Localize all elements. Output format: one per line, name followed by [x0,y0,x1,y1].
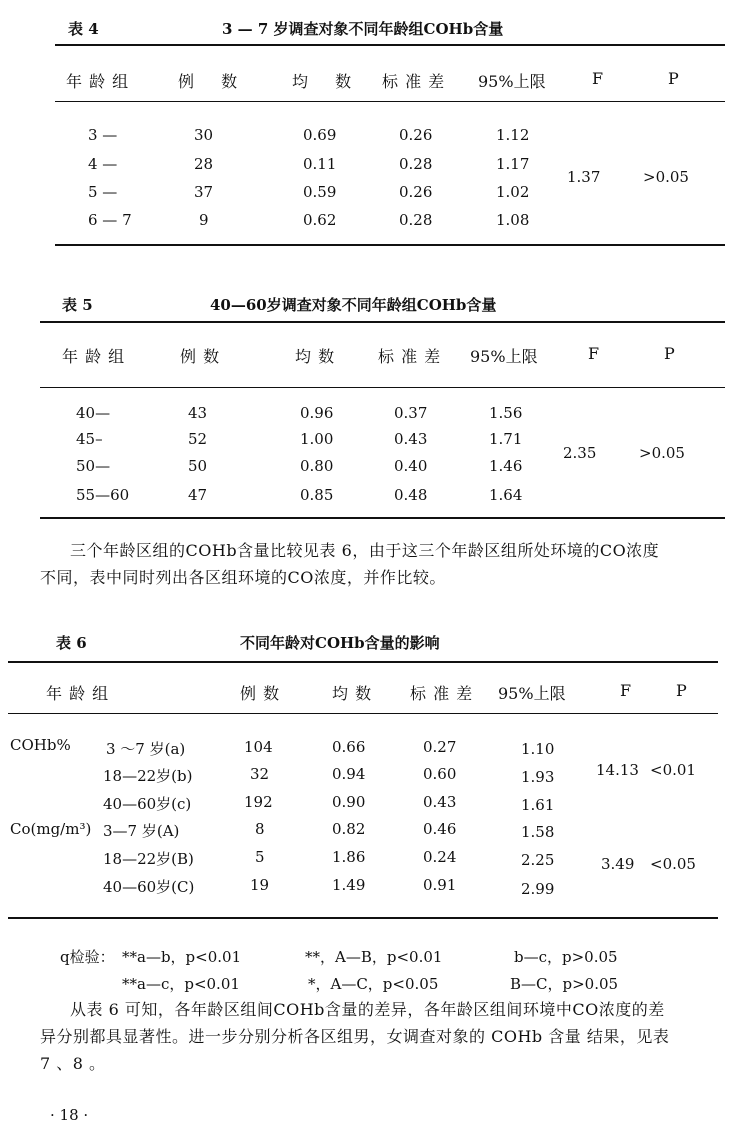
table-cell: 2.25 [521,851,555,869]
table6-top-rule [8,661,718,663]
table4-label: 表 4 [68,20,99,38]
table6-group2-f-value: 3.49 [601,855,635,873]
table-cell: 0.60 [423,765,457,783]
table5-header-upper: 95%上限 [470,347,538,366]
table-cell: 0.62 [303,211,337,229]
table-cell: 50 [188,457,208,475]
table5-header-sd: 标 准 差 [378,347,442,366]
paragraph-line: 7 、8 。 [40,1054,106,1073]
table6-header-upper: 95%上限 [498,684,566,703]
table-cell: 0.26 [399,126,433,144]
table-cell: 40— [76,404,111,422]
table-cell: 6 — 7 [88,211,132,229]
table-cell: 32 [250,765,270,783]
table4-header-upper: 95%上限 [478,72,546,91]
table-cell: 1.71 [489,430,523,448]
paragraph-line: 异分别都具显著性。进一步分别分析各区组男，女调查对象的 COHb 含量 结果，见表 [40,1027,670,1046]
table-cell: 0.82 [332,820,366,838]
table4-f-value: 1.37 [567,168,601,186]
table-cell: 8 [255,820,265,838]
table4-bottom-rule [55,244,725,246]
table6-header-n: 例 数 [240,684,281,703]
table6-header-rule [8,713,718,714]
body-paragraph-1 [40,537,735,591]
table-cell: 0.24 [423,848,457,866]
table-cell: 1.00 [300,430,334,448]
table-cell: 50— [76,457,111,475]
qtest-note: b—c，p>0.05 [514,948,618,966]
table6-group1-p-value: <0.01 [650,761,696,779]
table5-header-p: P [664,344,676,363]
table-cell: 28 [194,155,214,173]
table-cell: 1.08 [496,211,530,229]
table-cell: 1.86 [332,848,366,866]
table6-label: 表 6 [56,634,87,652]
table-cell: 19 [250,876,270,894]
table-cell: 1.49 [332,876,366,894]
table-cell: 0.11 [303,155,337,173]
table5-top-rule [40,321,725,323]
table4-top-rule [55,44,725,46]
table-cell: 0.37 [394,404,428,422]
table5-title: 40—60岁调查对象不同年龄组COHb含量 [210,296,497,314]
table-cell: 0.48 [394,486,428,504]
table6-header-age: 年 龄 组 [46,684,110,703]
table-cell: 18—22岁(b) [103,767,193,785]
table-cell: 1.02 [496,183,530,201]
table5-header-mean: 均 数 [295,347,336,366]
table4-header-p: P [668,69,680,88]
table-cell: 3 — [88,126,118,144]
qtest-note: **a—b，p<0.01 [122,948,242,966]
table-cell: 0.80 [300,457,334,475]
table-cell: 47 [188,486,208,504]
table-cell: 1.56 [489,404,523,422]
table-cell: 40—60岁(c) [103,795,192,813]
table-cell: 4 — [88,155,118,173]
page-number: · 18 · [50,1106,89,1124]
table4-header-mean: 均 数 [292,72,353,91]
table5-header-f: F [588,344,601,363]
table-cell: 1.64 [489,486,523,504]
table-cell: 0.43 [423,793,457,811]
table-cell: 1.10 [521,740,555,758]
qtest-note: *，A—C，p<0.05 [308,975,439,993]
table6-group-label-co: Co(mg/m³) [10,820,92,838]
table6-group-label-cohb: COHb% [10,736,71,754]
table-cell: 3 ～7 岁(a) [106,740,186,758]
table-cell: 0.28 [399,155,433,173]
table-cell: 1.58 [521,823,555,841]
table-cell: 5 [255,848,265,866]
qtest-note: **a—c，p<0.01 [122,975,240,993]
table-cell: 1.17 [496,155,530,173]
table-cell: 104 [244,738,273,756]
table-cell: 40—60岁(C) [103,878,195,896]
table-cell: 0.26 [399,183,433,201]
table-cell: 18—22岁(B) [103,850,194,868]
table-cell: 0.94 [332,765,366,783]
table4-header-sd: 标 准 差 [382,72,446,91]
table-cell: 2.99 [521,880,555,898]
table4-header-age: 年 龄 组 [66,72,130,91]
qtest-note: **，A—B，p<0.01 [305,948,443,966]
table-cell: 1.12 [496,126,530,144]
table5-p-value: >0.05 [639,444,685,462]
table6-header-mean: 均 数 [332,684,373,703]
table6-header-f: F [620,681,633,700]
table-cell: 0.66 [332,738,366,756]
table-cell: 0.28 [399,211,433,229]
table5-label: 表 5 [62,296,93,314]
table-cell: 37 [194,183,214,201]
table4-header-n: 例 数 [178,72,239,91]
table-cell: 192 [244,793,273,811]
table-cell: 1.61 [521,796,555,814]
table-cell: 0.91 [423,876,457,894]
table-cell: 30 [194,126,214,144]
table-cell: 0.90 [332,793,366,811]
table6-header-p: P [676,681,688,700]
qtest-label: q检验： [60,948,115,966]
table-cell: 5 — [88,183,118,201]
table4-p-value: >0.05 [643,168,689,186]
table4-header-rule [55,101,725,102]
table-cell: 52 [188,430,208,448]
table-cell: 0.59 [303,183,337,201]
paragraph-line: 不同，表中同时列出各区组环境的CO浓度，并作比较。 [40,568,446,587]
table6-bottom-rule [8,917,718,919]
paragraph-line: 从表 6 可知，各年龄区组间COHb含量的差异，各年龄区组间环境中CO浓度的差 [70,1000,665,1019]
table-cell: 0.40 [394,457,428,475]
table-cell: 45– [76,430,103,448]
table5-bottom-rule [40,517,725,519]
table-cell: 0.27 [423,738,457,756]
table4-header-f: F [592,69,605,88]
table5-header-n: 例 数 [180,347,221,366]
table-cell: 0.43 [394,430,428,448]
table-cell: 0.69 [303,126,337,144]
table5-f-value: 2.35 [563,444,597,462]
table-cell: 55—60 [76,486,130,504]
table6-header-sd: 标 准 差 [410,684,474,703]
qtest-note: B—C，p>0.05 [510,975,619,993]
table6-title: 不同年龄对COHb含量的影响 [240,634,440,652]
table-cell: 43 [188,404,208,422]
table-cell: 1.93 [521,768,555,786]
paragraph-line: 三个年龄区组的COHb含量比较见表 6，由于这三个年龄区组所处环境的CO浓度 [70,541,660,560]
table-cell: 0.46 [423,820,457,838]
table6-group2-p-value: <0.05 [650,855,696,873]
table6-group1-f-value: 14.13 [596,761,639,779]
table5-header-age: 年 龄 组 [62,347,126,366]
table-cell: 3—7 岁(A) [103,822,180,840]
body-paragraph-2 [40,996,735,1077]
table5-header-rule [40,387,725,388]
table-cell: 1.46 [489,457,523,475]
table4-title: 3 — 7 岁调查对象不同年龄组COHb含量 [222,20,504,38]
table-cell: 0.85 [300,486,334,504]
table-cell: 9 [199,211,209,229]
table-cell: 0.96 [300,404,334,422]
